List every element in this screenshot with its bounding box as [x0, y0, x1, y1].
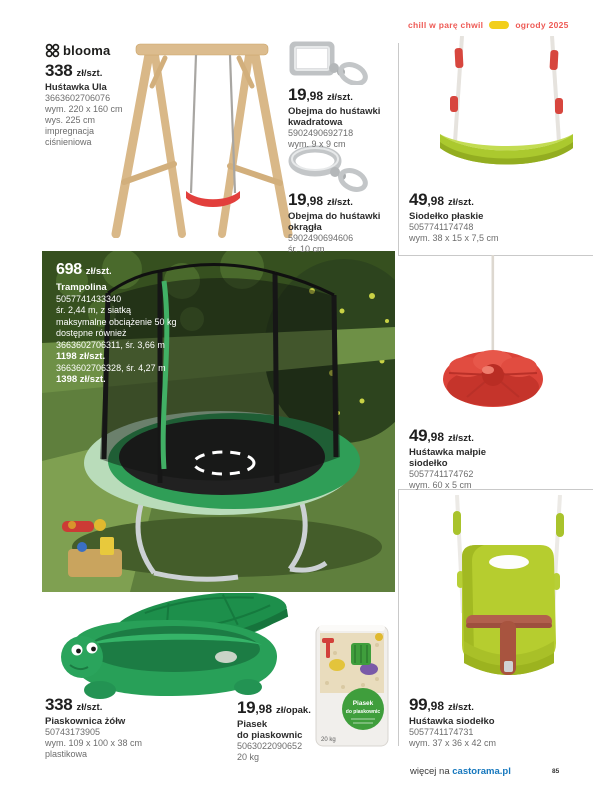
blooma-logo-icon: [45, 43, 60, 58]
yellow-pill-icon: [489, 21, 509, 29]
hustawka-siodelko-photo: [424, 495, 592, 698]
bag-label-line2: do piaskownic: [345, 709, 381, 715]
product-name: Obejma do huśtawki: [288, 211, 381, 222]
product-spec: plastikowa: [45, 749, 88, 759]
product-price: 698 zł/szt.: [56, 261, 112, 278]
product-ean: 5057741433340: [56, 293, 122, 304]
footer-site-link[interactable]: castorama.pl: [452, 766, 511, 777]
product-price: 338 zł/szt.: [45, 61, 103, 80]
footer-prefix: więcej na: [410, 766, 450, 777]
product-spec: 20 kg: [237, 752, 260, 762]
product-info-siodelko-plaskie: [409, 190, 559, 244]
siodelko-plaskie-photo: [424, 36, 589, 193]
product-price: 99 ,98 zł/szt.: [409, 695, 474, 714]
page-number: 85: [552, 768, 560, 775]
product-detail: maksymalne obciążenie 50 kg: [56, 316, 177, 327]
product-spec: śr. 10 cm: [288, 244, 325, 254]
product-info-trampolina: [56, 261, 286, 386]
product-price: 338 zł/szt.: [45, 695, 103, 714]
product-spec: wym. 37 x 36 x 42 cm: [409, 738, 497, 748]
divider-vertical-bottom: [398, 489, 399, 746]
piaskownica-zolw-photo: [52, 593, 290, 706]
product-detail: śr. 2,44 m, z siatką: [56, 305, 132, 315]
product-name-line2: do piaskownic: [237, 730, 303, 741]
product-alt-price: 1198 zł/szt.: [56, 351, 106, 362]
product-price: 19 ,98 zł/szt.: [288, 190, 353, 209]
product-spec: wym. 109 x 100 x 38 cm: [45, 738, 143, 748]
product-name: Piaskownica żółw: [45, 716, 126, 727]
product-info-hustawka-ula: [45, 61, 140, 148]
product-info-obejma-okragla: [288, 190, 400, 255]
product-spec: wym. 60 x 5 cm: [409, 480, 472, 490]
product-price: 19 ,98 zł/opak.: [237, 698, 311, 717]
product-name: Siodełko płaskie: [409, 211, 484, 222]
product-price: 49 ,98 zł/szt.: [409, 190, 474, 209]
product-detail: 3663602706311, śr. 3,66 m: [56, 339, 165, 350]
product-name: Huśtawka siodełko: [409, 716, 495, 727]
product-ean: 5057741174731: [409, 727, 474, 737]
product-name: Huśtawka Ula: [45, 82, 107, 93]
bag-weight-label: 20 kg: [321, 737, 336, 743]
product-ean: 5057741174748: [409, 222, 474, 232]
product-detail: 3663602706328, śr. 4,27 m: [56, 362, 166, 373]
header-tagline: chill w parę chwil: [408, 20, 484, 30]
product-info-hustawka-siodelko: [409, 695, 569, 749]
catalog-header: [408, 20, 569, 30]
brand-name: blooma: [63, 43, 111, 58]
product-name-line2: siodełko: [409, 458, 448, 469]
obejma-kwadratowa-photo: [287, 41, 369, 90]
product-price: 49 ,98 zł/szt.: [409, 426, 474, 445]
malpie-siodelko-photo: [437, 255, 549, 425]
product-ean: 5902490692718: [288, 128, 354, 138]
product-name: Obejma do huśtawki: [288, 106, 381, 117]
product-info-obejma-kwadratowa: [288, 85, 400, 150]
product-ean: 3663602706076: [45, 93, 111, 103]
product-ean: 50743173905: [45, 727, 101, 737]
product-name-line2: kwadratowa: [288, 117, 343, 128]
product-spec: wym. 220 x 160 cm: [45, 104, 123, 114]
product-name: Huśtawka małpie: [409, 447, 487, 458]
product-info-piasek: [237, 698, 313, 763]
product-info-piaskownica-zolw: [45, 695, 175, 760]
brand-logo: [45, 43, 110, 58]
product-name: Piasek: [237, 719, 268, 730]
product-info-malpie-siodelko: [409, 426, 559, 491]
product-ean: 5063022090652: [237, 741, 303, 751]
product-ean: 5902490694606: [288, 233, 354, 243]
product-spec: wys. 225 cm: [45, 115, 96, 125]
product-spec: wym. 38 x 15 x 7,5 cm: [409, 233, 499, 243]
piasek-bag-photo: [313, 623, 391, 754]
product-ean: 5057741174762: [409, 469, 474, 479]
product-name: Trampolina: [56, 282, 107, 293]
product-alt-price: 1398 zł/szt.: [56, 374, 106, 385]
footer: [410, 766, 511, 777]
product-spec: impregnacja ciśnieniowa: [45, 126, 95, 147]
header-season: ogrody 2025: [515, 20, 569, 30]
product-spec: wym. 9 x 9 cm: [288, 139, 346, 149]
bag-label-line1: Piasek: [352, 700, 374, 707]
product-name-line2: okrągła: [288, 222, 322, 233]
product-price: 19 ,98 zł/szt.: [288, 85, 353, 104]
product-detail: dostępne również: [56, 328, 127, 338]
